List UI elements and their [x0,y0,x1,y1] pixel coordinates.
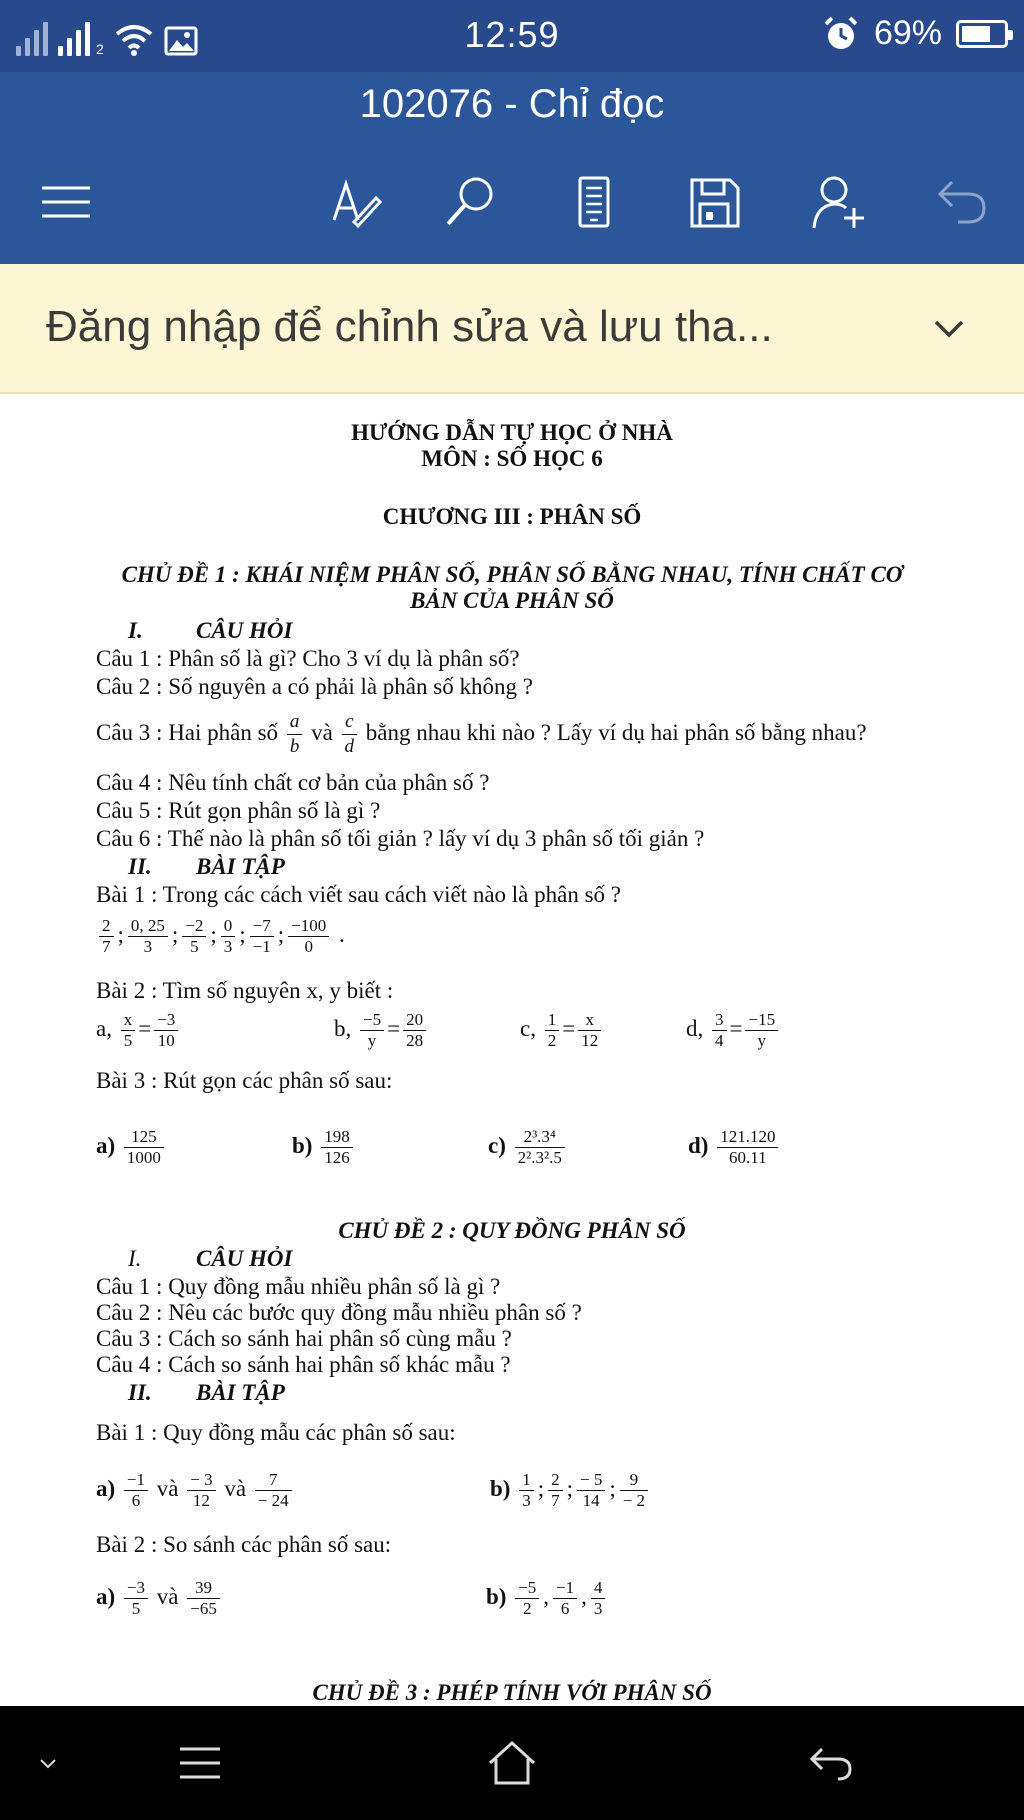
item-label: b) [486,1584,507,1609]
banner-text: Đăng nhập để chỉnh sửa và lưu tha... [46,302,773,351]
fraction: $\frac{x}{5}$ [121,1010,136,1051]
fraction: $\frac{-3}{10}$ [154,1010,178,1051]
t1-question-3-text-b: và [311,720,333,745]
item-label: a) [96,1133,116,1158]
exercise-item [688,1118,781,1174]
t1-question-5: Câu 5 : Rút gọn phân số là gì ? [96,798,381,823]
fraction: $\frac{x}{12}$ [578,1010,601,1051]
topic-3-title: CHỦ ĐỀ 3 : PHÉP TÍNH VỚI PHÂN SỐ [312,1680,712,1705]
fraction: $\frac{4}{3}$ [591,1578,606,1619]
exercise-item: b, $\frac{-5}{y}$ = $\frac{20}{28}$ [334,1004,429,1054]
exercise-item [292,1118,356,1174]
t2-exercise-1-a [96,1464,295,1514]
t2-question-4: Câu 4 : Cách so sánh hai phân số khác mẫu ? [96,1352,511,1377]
search-button[interactable] [428,160,512,244]
t2-question-3: Câu 3 : Cách so sánh hai phân số cùng mẫu ? [96,1326,512,1351]
fraction: $\frac{- 5}{14}$ [577,1470,605,1511]
section-number: II. [128,1380,152,1405]
toolbar [0,160,1024,244]
exercise-item: d, $\frac{3}{4}$ = $\frac{-15}{y}$ [686,1004,781,1054]
fraction: $\frac{-7}{-1}$ [250,916,274,957]
doc-header-1: HƯỚNG DẪN TỰ HỌC Ở NHÀ [351,420,673,445]
t2-question-1: Câu 1 : Quy đồng mẫu nhiều phân số là gì ? [96,1274,501,1299]
navigation-bar [0,1706,1024,1820]
section-title: BÀI TẬP [196,1380,285,1405]
save-icon [684,172,744,232]
battery-percent: 69% [873,14,942,52]
undo-button[interactable] [918,160,1002,244]
fraction: $\frac{1}{2}$ [545,1010,560,1051]
t1-question-3-text-c: bằng nhau khi nào ? Lấy ví dụ hai phân số bằng nhau? [365,720,867,745]
t1-exercise-1-fractions: $\frac{2}{7}$ ; $\frac{0, 25}{3}$ ; $\frac{-2}{5}$ ; $\frac{0}{3}$ ; $\frac{-7}{-1}$ ; $\frac{-100}{0}$ . [96,910,346,960]
item-label: a, [96,1016,112,1041]
t2-exercise-1-b: b) $\frac{1}{3}$ ; $\frac{2}{7}$ ; $\frac{- 5}{14}$ ; $\frac{9}{- 2}$ [490,1464,651,1514]
chapter-title: CHƯƠNG III : PHÂN SỐ [382,504,642,529]
t1-exercise-2-items [96,1004,976,1054]
section-number: II. [128,854,152,879]
t2-exercise-2-b: b) $\frac{-5}{2}$ , $\frac{-1}{6}$ , $\frac{4}{3}$ [486,1572,608,1622]
fraction: $\frac{-5}{2}$ [515,1578,539,1619]
item-label: c, [520,1016,536,1041]
section-title: CÂU HỎI [196,1246,293,1271]
t1-question-3 [96,708,867,759]
and-word: và [156,1476,179,1501]
chevron-down-icon [38,1756,58,1770]
topic-1-title-line1: CHỦ ĐỀ 1 : KHÁI NIỆM PHÂN SỐ, PHÂN SỐ BẰNG NHAU, TÍNH CHẤT CƠ [121,562,903,587]
t1-exercise-3: Bài 3 : Rút gọn các phân số sau: [96,1068,393,1093]
menu-button[interactable] [24,160,108,244]
t1-question-1: Câu 1 : Phân số là gì? Cho 3 ví dụ là phân số? [96,646,520,671]
exercise-item: a, $\frac{x}{5}$ = $\frac{-3}{10}$ [96,1004,181,1054]
t1-question-6: Câu 6 : Thế nào là phân số tối giản ? lấy ví dụ 3 phân số tối giản ? [96,826,705,851]
fraction: $\frac{39}{-65}$ [187,1578,220,1619]
and-word: và [224,1476,247,1501]
t2-question-2: Câu 2 : Nêu các bước quy đồng mẫu nhiều phân số ? [96,1300,582,1325]
fraction: $\frac{0, 25}{3}$ [128,916,168,957]
fraction: $\frac{20}{28}$ [403,1010,426,1051]
share-button[interactable] [796,160,880,244]
fraction: $\frac{0}{3}$ [221,916,236,957]
item-label: c) [488,1133,506,1158]
status-bar [0,0,1024,72]
alarm-icon [822,15,860,53]
fraction: $\frac{-2}{5}$ [182,916,206,957]
nav-back-button[interactable] [800,1706,860,1820]
doc-header-2: MÔN : SỐ HỌC 6 [421,446,603,471]
fraction: $\frac{a}{b}$ [287,710,303,759]
t1-question-4: Câu 4 : Nêu tính chất cơ bản của phân số ? [96,770,490,795]
item-label: d, [686,1016,704,1041]
fraction: $\frac{125}{1000}$ [124,1127,164,1168]
t1-question-2: Câu 2 : Số nguyên a có phải là phân số không ? [96,674,533,699]
t1-exercise-3-items [96,1118,976,1174]
document-title: 102076 - Chỉ đọc [359,82,665,126]
item-label: b) [292,1133,313,1158]
fraction: $\frac{\text{2³.3⁴}}{\text{2².3².5}}$ [515,1127,565,1168]
draw-button[interactable] [312,160,396,244]
save-button[interactable] [672,160,756,244]
fraction: $\frac{198}{126}$ [321,1127,353,1168]
fraction: $\frac{7}{- 24}$ [255,1470,292,1511]
chevron-down-icon[interactable] [924,304,974,354]
nav-menu-button[interactable] [170,1706,230,1820]
t2-exercise-1: Bài 1 : Quy đồng mẫu các phân số sau: [96,1420,456,1445]
section-number: I. [128,1246,142,1271]
t1-exercise-2: Bài 2 : Tìm số nguyên x, y biết : [96,978,394,1003]
sign-in-banner[interactable] [0,264,1024,394]
item-label: b, [334,1016,352,1041]
document-page[interactable] [0,400,1024,1706]
fraction: $\frac{3}{4}$ [712,1010,727,1051]
t1-question-3-text-a: Câu 3 : Hai phân số [96,720,279,745]
nav-home-button[interactable] [482,1706,542,1820]
sim-number: 2 [96,41,104,57]
fraction: $\frac{-1}{6}$ [124,1470,148,1511]
and-word: và [156,1584,179,1609]
fraction: $\frac{- 3}{12}$ [187,1470,215,1511]
back-icon [804,1743,856,1783]
section-title: BÀI TẬP [196,854,285,879]
battery-icon [956,20,1008,48]
undo-icon [930,172,990,232]
topic-2-title: CHỦ ĐỀ 2 : QUY ĐỒNG PHÂN SỐ [338,1218,686,1243]
fraction: $\frac{-15}{y}$ [745,1010,778,1051]
home-icon [486,1739,538,1787]
t2-exercise-2: Bài 2 : So sánh các phân số sau: [96,1532,392,1557]
exercise-item [488,1118,568,1174]
reading-view-icon [564,172,624,232]
clock: 12:59 [464,14,560,55]
menu-icon [176,1743,224,1783]
reading-view-button[interactable] [552,160,636,244]
search-icon [440,172,500,232]
fraction: $\frac{2}{7}$ [99,916,114,957]
topic-1-title-line2: BẢN CỦA PHÂN SỐ [410,588,614,613]
item-label: a) [96,1584,116,1609]
fraction: $\frac{-5}{y}$ [360,1010,384,1051]
battery-fill [962,26,990,42]
item-label: d) [688,1133,709,1158]
menu-icon [36,172,96,232]
fraction: $\frac{c}{d}$ [342,710,358,759]
app-header [0,72,1024,264]
nav-collapse-button[interactable] [30,1706,66,1820]
draw-icon [324,172,384,232]
fraction: $\frac{2}{7}$ [548,1470,563,1511]
fraction: $\frac{-1}{6}$ [553,1578,577,1619]
section-title: CÂU HỎI [196,618,293,643]
fraction: $\frac{1}{3}$ [519,1470,534,1511]
exercise-item: c, $\frac{1}{2}$ = $\frac{x}{12}$ [520,1004,604,1054]
exercise-item [96,1118,167,1174]
fraction: $\frac{-100}{0}$ [288,916,329,957]
section-number: I. [128,618,143,643]
fraction: $\frac{121.120}{60.11}$ [717,1127,778,1168]
status-right [822,14,1008,53]
fraction: $\frac{-3}{5}$ [124,1578,148,1619]
t2-exercise-2-a [96,1572,223,1622]
share-icon [808,172,868,232]
item-label: a) [96,1476,116,1501]
item-label: b) [490,1476,511,1501]
fraction: $\frac{9}{- 2}$ [620,1470,648,1511]
t1-exercise-1: Bài 1 : Trong các cách viết sau cách viết nào là phân số ? [96,882,622,907]
